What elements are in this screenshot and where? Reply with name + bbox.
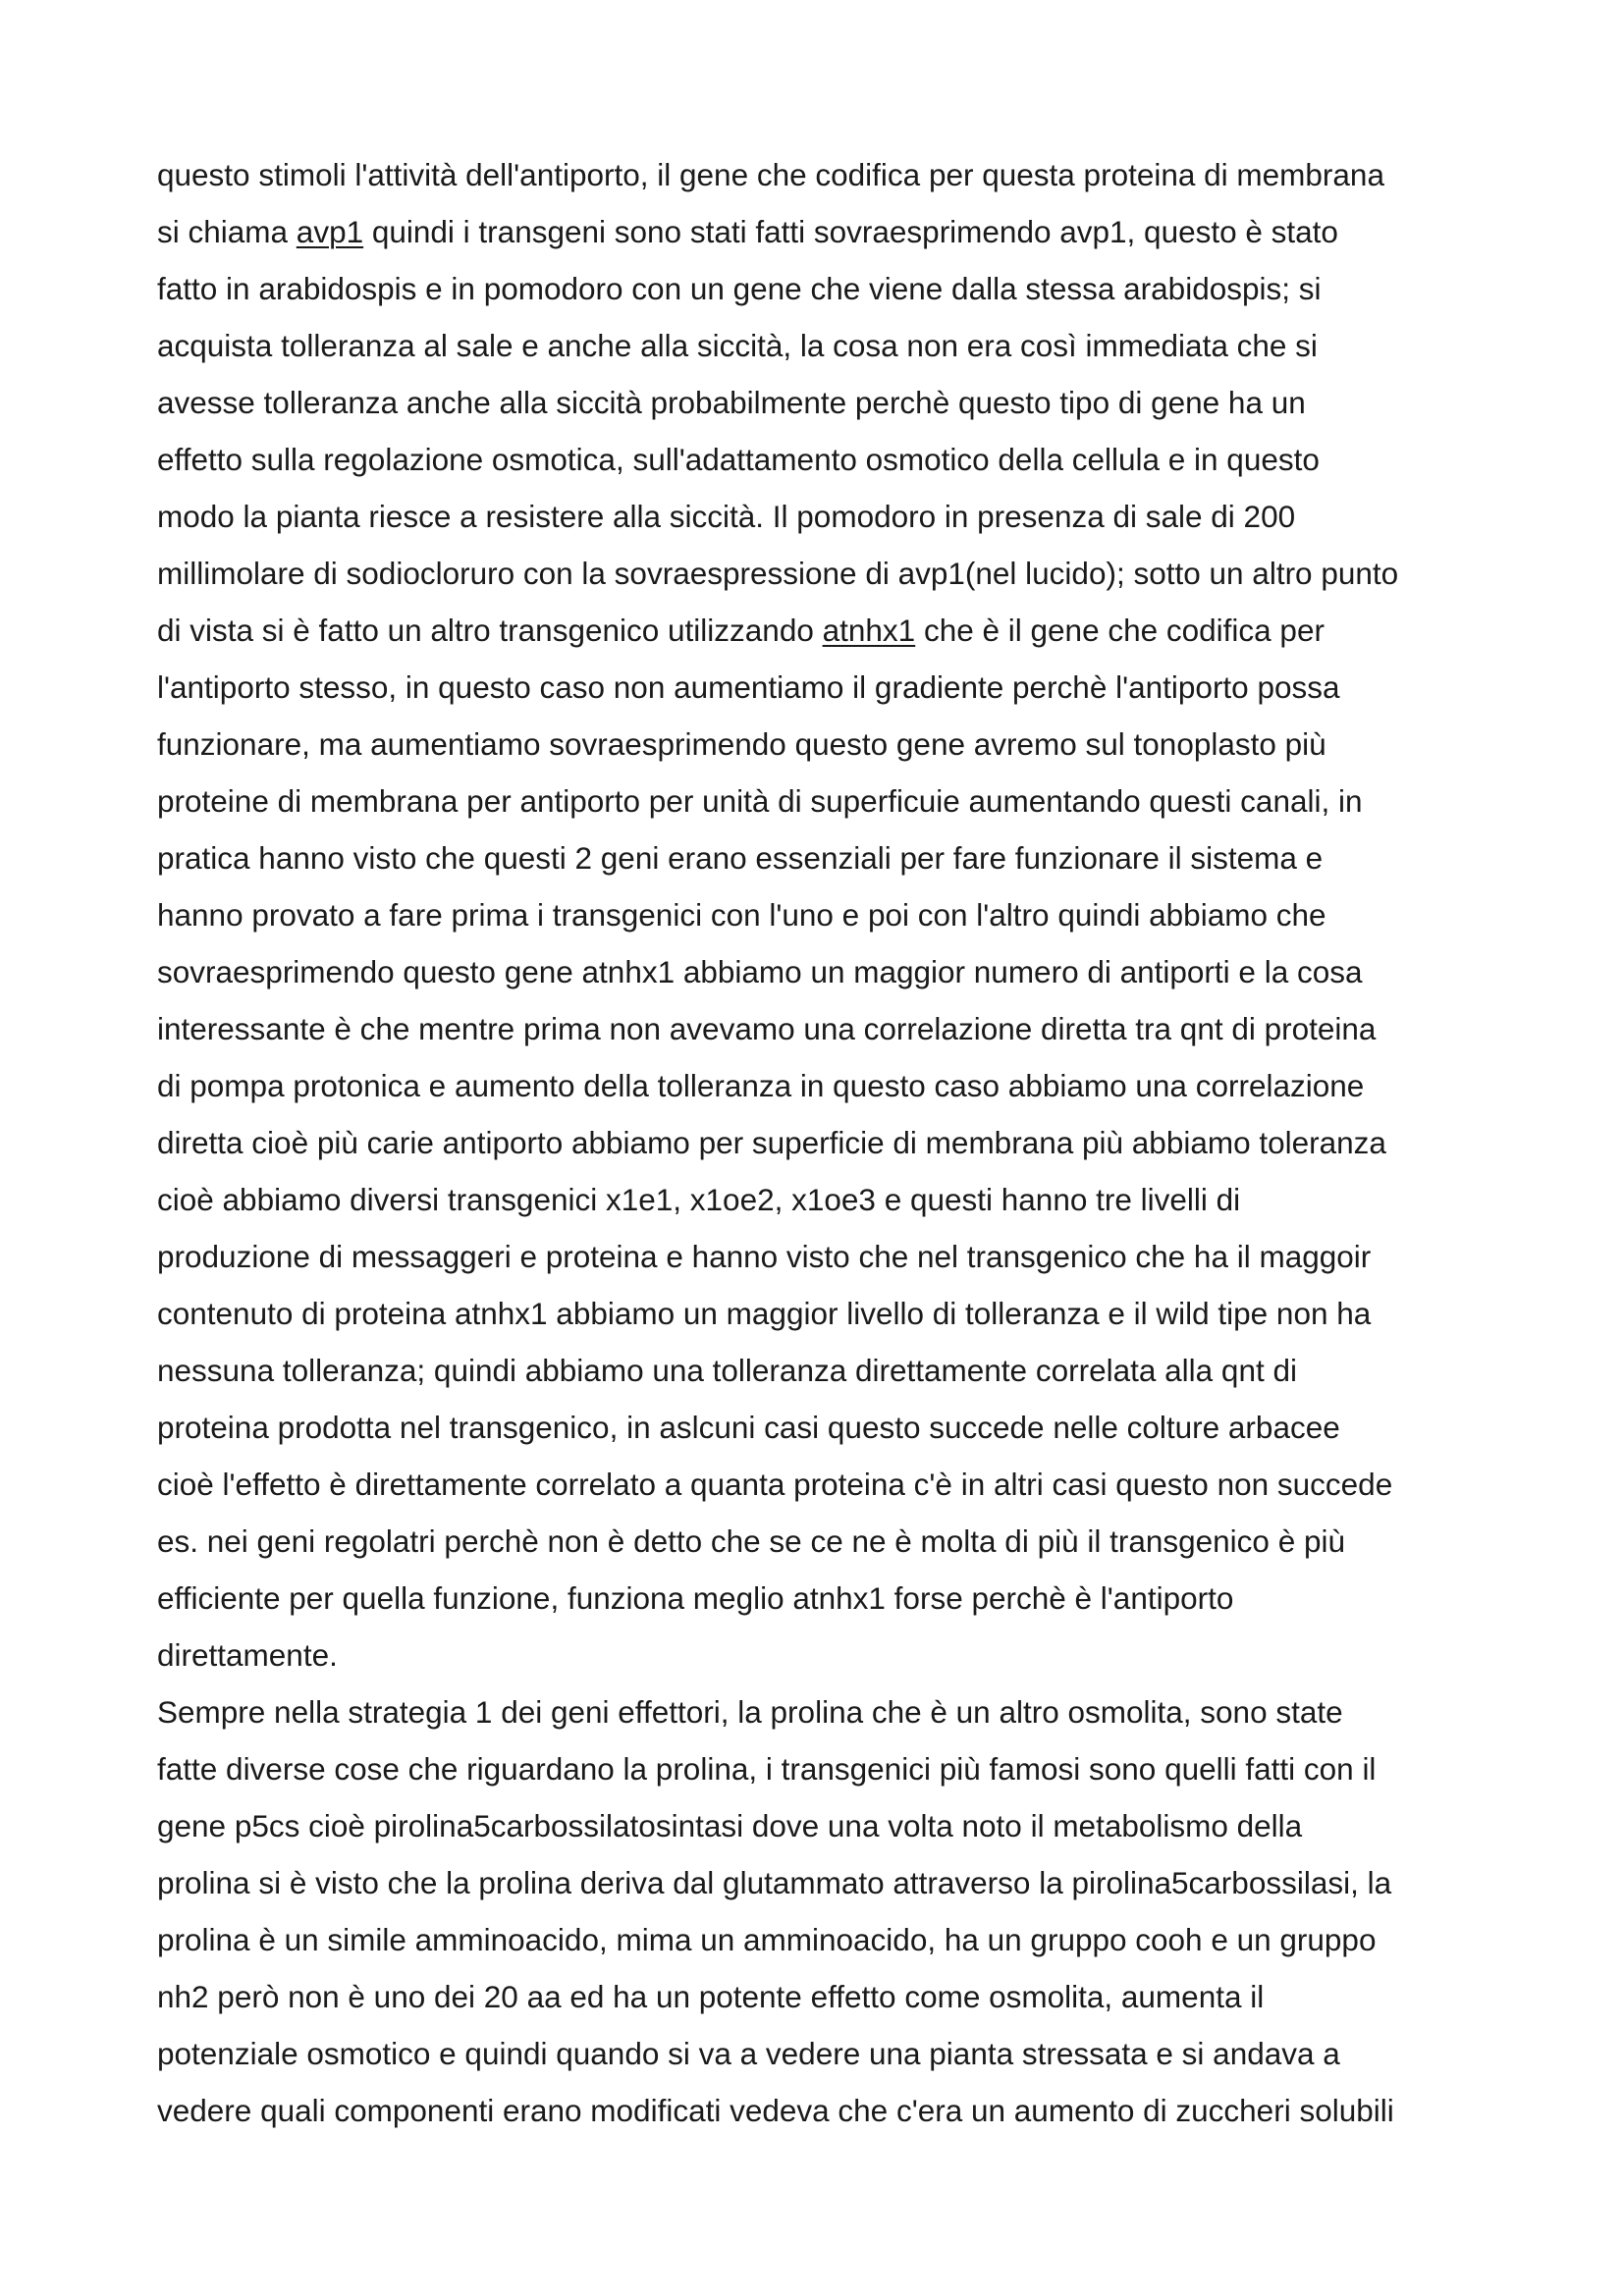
text-line: questo stimoli l'attività dell'antiporto, il gene che codifica per questa proteina di membrana — [157, 157, 1384, 192]
body-text — [157, 154, 1483, 2147]
text-line: prolina si è visto che la prolina deriva dal glutammato attraverso la pirolina5carbossilasi, la — [157, 1865, 1392, 1900]
text-line: efficiente per quella funzione, funziona meglio atnhx1 forse perchè è l'antiporto — [157, 1580, 1234, 1616]
text-line: cioè l'effetto è direttamente correlato a quanta proteina c'è in altri casi questo non succede — [157, 1467, 1393, 1502]
text-line: nh2 però non è uno dei 20 aa ed ha un potente effetto come osmolita, aumenta il — [157, 1979, 1265, 2014]
text-line: l'antiporto stesso, in questo caso non aumentiamo il gradiente perchè l'antiporto possa — [157, 669, 1340, 705]
text-line: proteina prodotta nel transgenico, in aslcuni casi questo succede nelle colture arbacee — [157, 1410, 1340, 1445]
text-line: proteine di membrana per antiporto per unità di superficuie aumentando questi canali, in — [157, 783, 1363, 819]
text-line: contenuto di proteina atnhx1 abbiamo un maggior livello di tolleranza e il wild tipe non ha — [157, 1296, 1372, 1331]
text-line: vedere quali componenti erano modificati vedeva che c'era un aumento di zuccheri solubili — [157, 2093, 1394, 2128]
text-line: fatte diverse cose che riguardano la prolina, i transgenici più famosi sono quelli fatti con il — [157, 1751, 1377, 1787]
text-line: fatto in arabidospis e in pomodoro con un gene che viene dalla stessa arabidospis; si — [157, 271, 1322, 306]
text-line: acquista tolleranza al sale e anche alla siccità, la cosa non era così immediata che si — [157, 328, 1318, 363]
text-line: interessante è che mentre prima non avevamo una correlazione diretta tra qnt di proteina — [157, 1011, 1377, 1046]
text-line: si chiama avp1 quindi i transgeni sono stati fatti sovraesprimendo avp1, questo è stato — [157, 214, 1338, 249]
text-line: di vista si è fatto un altro transgenico utilizzando atnhx1 che è il gene che codifica per — [157, 613, 1325, 648]
text-line: di pompa protonica e aumento della tolleranza in questo caso abbiamo una correlazione — [157, 1068, 1365, 1103]
text-line: sovraesprimendo questo gene atnhx1 abbiamo un maggior numero di antiporti e la cosa — [157, 954, 1363, 989]
text-line: es. nei geni regolatri perchè non è detto che se ce ne è molta di più il transgenico è più — [157, 1523, 1346, 1559]
text-line: cioè abbiamo diversi transgenici x1e1, x1oe2, x1oe3 e questi hanno tre livelli di — [157, 1182, 1241, 1217]
text-line: nessuna tolleranza; quindi abbiamo una tolleranza direttamente correlata alla qnt di — [157, 1353, 1297, 1388]
text-line: gene p5cs cioè pirolina5carbossilatosintasi dove una volta noto il metabolismo della — [157, 1808, 1303, 1843]
underlined-term-avp1: avp1 — [296, 214, 364, 249]
text-line: diretta cioè più carie antiporto abbiamo per superficie di membrana più abbiamo toleranza — [157, 1125, 1386, 1160]
text-line: effetto sulla regolazione osmotica, sull'adattamento osmotico della cellula e in questo — [157, 442, 1320, 477]
text-line: pratica hanno visto che questi 2 geni erano essenziali per fare funzionare il sistema e — [157, 840, 1324, 876]
text-line: modo la pianta riesce a resistere alla siccità. Il pomodoro in presenza di sale di 200 — [157, 499, 1296, 534]
text-line: direttamente. — [157, 1637, 338, 1673]
text-line: prolina è un simile amminoacido, mima un amminoacido, ha un gruppo cooh e un gruppo — [157, 1922, 1377, 1957]
text-line: funzionare, ma aumentiamo sovraesprimendo questo gene avremo sul tonoplasto più — [157, 726, 1326, 762]
text-line: millimolare di sodiocloruro con la sovraespressione di avp1(nel lucido); sotto un altro punto — [157, 556, 1399, 591]
underlined-term-atnhx1: atnhx1 — [822, 613, 916, 648]
text-line: hanno provato a fare prima i transgenici con l'uno e poi con l'altro quindi abbiamo che — [157, 897, 1326, 933]
text-line: Sempre nella strategia 1 dei geni effettori, la prolina che è un altro osmolita, sono state — [157, 1694, 1343, 1730]
text-line: produzione di messaggeri e proteina e hanno visto che nel transgenico che ha il maggoir — [157, 1239, 1372, 1274]
text-line: potenziale osmotico e quindi quando si va a vedere una pianta stressata e si andava a — [157, 2036, 1340, 2071]
text-line: avesse tolleranza anche alla siccità probabilmente perchè questo tipo di gene ha un — [157, 385, 1306, 420]
